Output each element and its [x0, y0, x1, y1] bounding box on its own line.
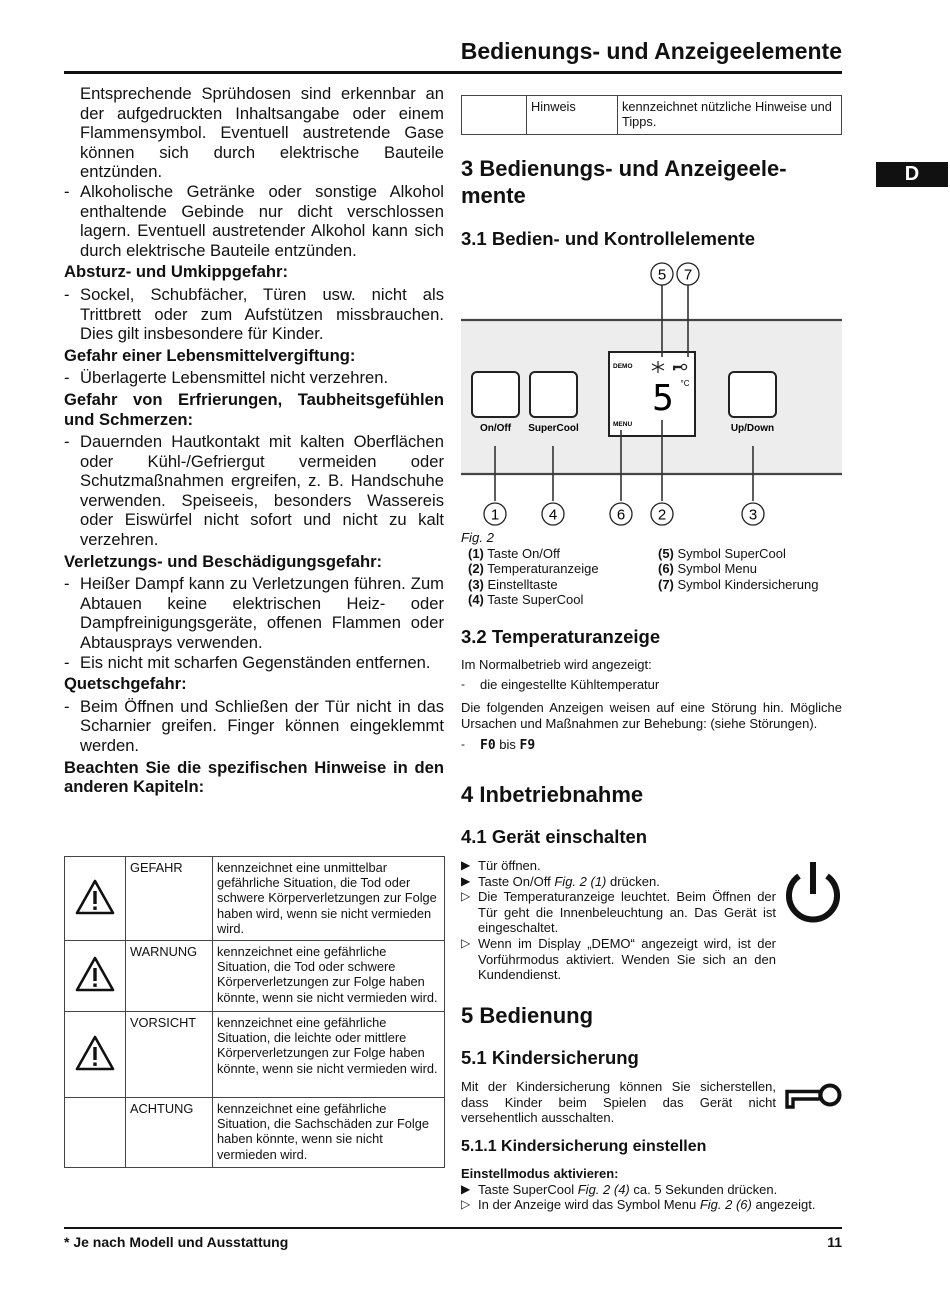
table-row — [65, 857, 445, 941]
child-lock-key-icon — [785, 1080, 843, 1112]
error-code-to: F9 — [519, 738, 536, 754]
svg-text:1: 1 — [490, 506, 500, 524]
svg-text:Up/Down: Up/Down — [730, 423, 775, 434]
empty-icon-cell — [462, 96, 527, 135]
normal-item: - die eingestellte Kühltemperatur — [461, 676, 660, 692]
signal-text: kennzeichnet eine unmittelbar gefährliche Situation, die Tod oder schwere Körperverletzungen zur Folge haben wird, wenn sie nicht vermieden wird. — [213, 857, 445, 941]
legend-left — [468, 546, 648, 608]
heading-absturz: Absturz- und Umkippgefahr: — [64, 262, 289, 282]
list-item-erfrierung: - Dauernden Hautkontakt mit kalten Oberflächen oder Kühl-/Gefriergut vermeiden oder Schutzmaßnahmen ergreifen, z. B. Handschuhe verwenden. Speiseeis, besonders Wassereis oder Eiswürfel nicht sofort und nicht zu kalt verzehren. — [64, 432, 444, 550]
heading-lebensmittel: Gefahr einer Lebensmittelvergiftung: — [64, 345, 356, 365]
legend-item: (5) Symbol SuperCool — [658, 546, 786, 561]
table-row — [65, 941, 445, 1012]
callout-2 — [651, 503, 673, 525]
step-item: ▶ Tür öffnen. — [461, 858, 541, 873]
step-item: ▶ Taste SuperCool Fig. 2 (4) ca. 5 Sekunden drücken. — [461, 1181, 778, 1197]
header-rule — [64, 71, 842, 74]
hint-table — [461, 95, 842, 135]
section-3-2-heading: 3.2 Temperaturanzeige — [461, 626, 661, 647]
heading-verletzung: Verletzungs- und Beschädigungsgefahr: — [64, 551, 383, 571]
step-item: ▷ Die Temperaturanzeige leuchtet. Beim Öffnen der Tür geht die Innenbeleuchtung an. Das Gerät ist eingeschaltet. — [461, 889, 776, 936]
temperature-display-text — [461, 657, 842, 754]
legend-item: (6) Symbol Menu — [658, 561, 757, 577]
svg-text:5: 5 — [652, 378, 674, 419]
einstellmodus-heading: Einstellmodus aktivieren: — [461, 1166, 619, 1181]
legend-item: (3) Einstelltaste — [468, 576, 558, 592]
legend-item: (4) Taste SuperCool — [468, 592, 584, 608]
signal-label: VORSICHT — [126, 1012, 213, 1098]
signal-word-table — [64, 856, 445, 1168]
language-tab: D — [876, 162, 948, 187]
section-5-heading: 5 Bedienung — [461, 1003, 594, 1028]
svg-text:°C: °C — [680, 379, 690, 388]
signal-text: kennzeichnet eine gefährliche Situation, die Tod oder schwere Körperverletzungen zur Folge haben könnte, wenn sie nicht vermieden wird. — [213, 941, 445, 1012]
svg-text:On/Off: On/Off — [479, 423, 512, 434]
list-item-quetsch: - Beim Öffnen und Schließen der Tür nicht in das Scharnier greifen. Finger können eingeklemmt werden. — [64, 696, 444, 755]
callout-1 — [484, 503, 506, 525]
section-3-1-heading: 3.1 Bedien- und Kontrollelemente — [461, 228, 755, 249]
svg-text:7: 7 — [683, 266, 693, 284]
step-item: ▶ Taste On/Off Fig. 2 (1) drücken. — [461, 873, 660, 889]
heading-beachten: Beachten Sie die spezifischen Hinweise in den anderen Kapiteln: — [64, 757, 444, 797]
warning-triangle-icon — [65, 857, 126, 941]
list-item-verletzung-1: - Heißer Dampf kann zu Verletzungen führen. Zum Abtauen keine elektrischen Heiz- oder Dampfreinigungsgeräte, offenen Flammen oder Abtausprays verwenden. — [64, 574, 444, 653]
svg-text:3: 3 — [748, 506, 758, 524]
section-4-heading: 4 Inbetriebnahme — [461, 782, 644, 807]
steps-4-1 — [461, 858, 776, 983]
signal-text: kennzeichnet eine gefährliche Situation, die leichte oder mittlere Körperverletzungen zur Folge haben könnte, wenn sie nicht vermieden wird. — [213, 1012, 445, 1098]
footer-rule — [64, 1227, 842, 1229]
figure-caption: Fig. 2 — [461, 530, 494, 545]
svg-text:6: 6 — [616, 506, 626, 524]
footer-note: * Je nach Modell und Ausstattung — [64, 1234, 289, 1250]
list-item-alcohol: - Alkoholische Getränke oder sonstige Alkohol enthaltende Gebinde nur dicht verschlossen lagern. Eventuell austretender Alkohol kann sich durch elektrische Bauteile entzünden. — [64, 181, 444, 260]
table-row — [65, 1012, 445, 1098]
signal-text: kennzeichnet eine gefährliche Situation, die Sachschäden zur Folge haben könnte, wenn sie nicht vermieden wird. — [213, 1098, 445, 1168]
supercool-button[interactable] — [528, 372, 579, 434]
list-item-verletzung-2: - Eis nicht mit scharfen Gegenständen entfernen. — [64, 652, 431, 672]
section-4-1-heading: 4.1 Gerät einschalten — [461, 826, 648, 847]
signal-label: WARNUNG — [126, 941, 213, 1012]
heading-erfrierung: Gefahr von Erfrierungen, Taubheitsgefühlen und Schmerzen: — [64, 389, 444, 429]
legend-item: (7) Symbol Kindersicherung — [658, 576, 819, 592]
warning-triangle-icon — [65, 941, 126, 1012]
warning-triangle-icon — [65, 1012, 126, 1098]
svg-text:2: 2 — [657, 506, 667, 524]
empty-icon-cell — [65, 1098, 126, 1168]
control-panel-figure — [461, 258, 842, 530]
steps-5-1-1 — [461, 1166, 842, 1213]
legend-right — [658, 546, 842, 592]
error-code-from: F0 — [480, 738, 496, 754]
step-item: ▷ Wenn im Display „DEMO“ angezeigt wird, ist der Vorführmodus aktiviert. Wenden Sie sich an den Kundendienst. — [461, 935, 776, 983]
heading-quetsch: Quetschgefahr: — [64, 674, 187, 694]
updown-button[interactable] — [729, 372, 776, 434]
section-3-heading: 3 Bedienungs- und Anzeigeele- mente — [461, 156, 787, 208]
legend-item: (2) Temperaturanzeige — [468, 561, 599, 577]
section-5-1-1-heading: 5.1.1 Kindersicherung einstellen — [461, 1138, 707, 1155]
list-item-absturz: - Sockel, Schubfächer, Türen usw. nicht als Trittbrett oder zum Aufstützen missbrauchen. Dies gilt insbesondere für Kinder. — [64, 284, 444, 344]
page-number: 11 — [827, 1234, 842, 1250]
spray-paragraph: Entsprechende Sprühdosen sind erkennbar an der aufgedruckten Inhaltsangabe oder einem Flammensymbol. Eventuell austretende Gase können sich durch elektrische Bauteile entzünden. — [80, 84, 444, 182]
page-header-title: Bedienungs- und Anzeigeelemente — [460, 38, 842, 64]
callout-3 — [742, 503, 764, 525]
signal-label: GEFAHR — [126, 857, 213, 941]
hint-label: Hinweis — [527, 96, 618, 135]
list-item-lebensmittel: - Überlagerte Lebensmittel nicht verzehren. — [64, 368, 389, 388]
legend-item: (1) Taste On/Off — [468, 546, 561, 561]
svg-text:SuperCool: SuperCool — [528, 423, 579, 434]
table-row — [65, 1098, 445, 1168]
callout-4 — [542, 503, 564, 525]
error-code-item: - F0 bis F9 — [461, 737, 536, 754]
step-item: ▷ In der Anzeige wird das Symbol Menu Fig. 2 (6) angezeigt. — [461, 1197, 816, 1213]
table-row — [462, 96, 842, 135]
callout-5 — [651, 263, 673, 285]
kindersicherung-paragraph: Mit der Kindersicherung können Sie sicherstellen, dass Kinder beim Spielen das Gerät nicht versehentlich ausschalten. — [461, 1079, 776, 1126]
svg-text:5: 5 — [657, 266, 667, 284]
svg-text:4: 4 — [548, 506, 558, 524]
hint-text: kennzeichnet nützliche Hinweise und Tipps. — [618, 96, 842, 135]
signal-label: ACHTUNG — [126, 1098, 213, 1168]
svg-text:MENU: MENU — [613, 421, 633, 428]
normal-intro: Im Normalbetrieb wird angezeigt: — [461, 657, 652, 672]
left-column — [64, 84, 444, 797]
callout-6 — [610, 503, 632, 525]
power-icon — [782, 858, 844, 928]
svg-text:DEMO: DEMO — [613, 363, 633, 370]
callout-7 — [677, 263, 699, 285]
section-5-1-heading: 5.1 Kindersicherung — [461, 1047, 639, 1068]
stoerung-paragraph: Die folgenden Anzeigen weisen auf eine Störung hin. Mögliche Ursachen und Maßnahmen zur Behebung: (siehe Störungen). — [461, 700, 842, 731]
temperature-display — [609, 352, 695, 436]
